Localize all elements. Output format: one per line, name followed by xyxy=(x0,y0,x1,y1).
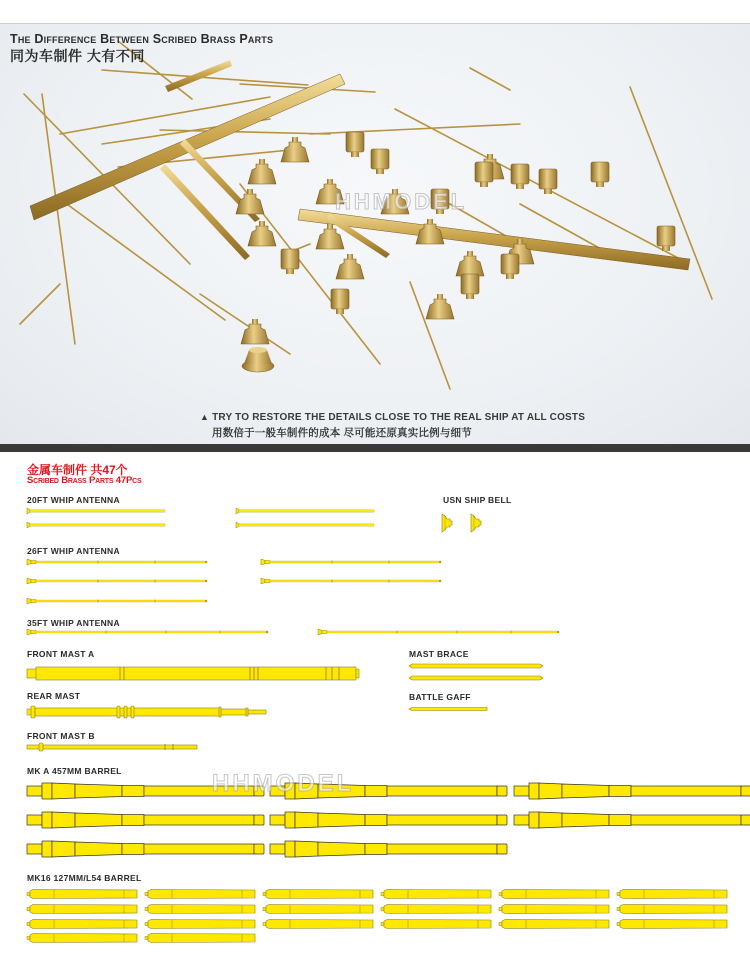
label-mka-457mm-barrel: MK A 457MM BARREL xyxy=(27,766,122,776)
part-35ft-whip-antenna xyxy=(27,629,559,635)
part-front-mast-b xyxy=(27,743,197,751)
caption-en: TRY TO RESTORE THE DETAILS CLOSE TO THE REAL SHIP AT ALL COSTS xyxy=(212,412,586,423)
part-20ft-whip-antenna xyxy=(27,508,374,528)
parts-heading-en: Scribed Brass Parts 47Pcs xyxy=(27,475,142,486)
diagram-watermark: HHMODEL xyxy=(212,770,355,797)
photo-watermark: HHMODEL xyxy=(335,189,468,214)
part-26ft-whip-antenna xyxy=(27,559,441,604)
part-front-mast-a xyxy=(27,667,359,680)
warning-triangle-icon: ▲ xyxy=(200,412,210,422)
part-mast-brace xyxy=(409,664,543,680)
label-mast-brace: MAST BRACE xyxy=(409,649,469,659)
label-front-mast-a: FRONT MAST A xyxy=(27,649,95,659)
label-usn-ship-bell: USN SHIP BELL xyxy=(443,495,512,505)
label-battle-gaff: BATTLE GAFF xyxy=(409,692,471,702)
label-20ft-whip-antenna: 20FT WHIP ANTENNA xyxy=(27,495,120,505)
label-mk16-127mm-barrel: MK16 127MM/L54 BARREL xyxy=(27,873,142,883)
part-mka-457mm-barrel xyxy=(27,783,750,857)
photo-title-en: The Difference Between Scribed Brass Parts xyxy=(10,32,274,46)
part-usn-ship-bell xyxy=(442,514,481,532)
part-rear-mast xyxy=(27,706,266,718)
label-26ft-whip-antenna: 26FT WHIP ANTENNA xyxy=(27,546,120,556)
part-mk16-127mm-barrel xyxy=(27,890,727,943)
label-front-mast-b: FRONT MAST B xyxy=(27,731,95,741)
label-rear-mast: REAR MAST xyxy=(27,691,81,701)
caption-cn: 用数倍于一般车制件的成本 尽可能还原真实比例与细节 xyxy=(212,427,472,439)
photo-title-cn: 同为车制件 大有不同 xyxy=(10,48,145,64)
parts-heading-cn: 金属车制件 共47个 xyxy=(27,463,128,477)
label-35ft-whip-antenna: 35FT WHIP ANTENNA xyxy=(27,618,120,628)
part-battle-gaff xyxy=(409,708,487,711)
